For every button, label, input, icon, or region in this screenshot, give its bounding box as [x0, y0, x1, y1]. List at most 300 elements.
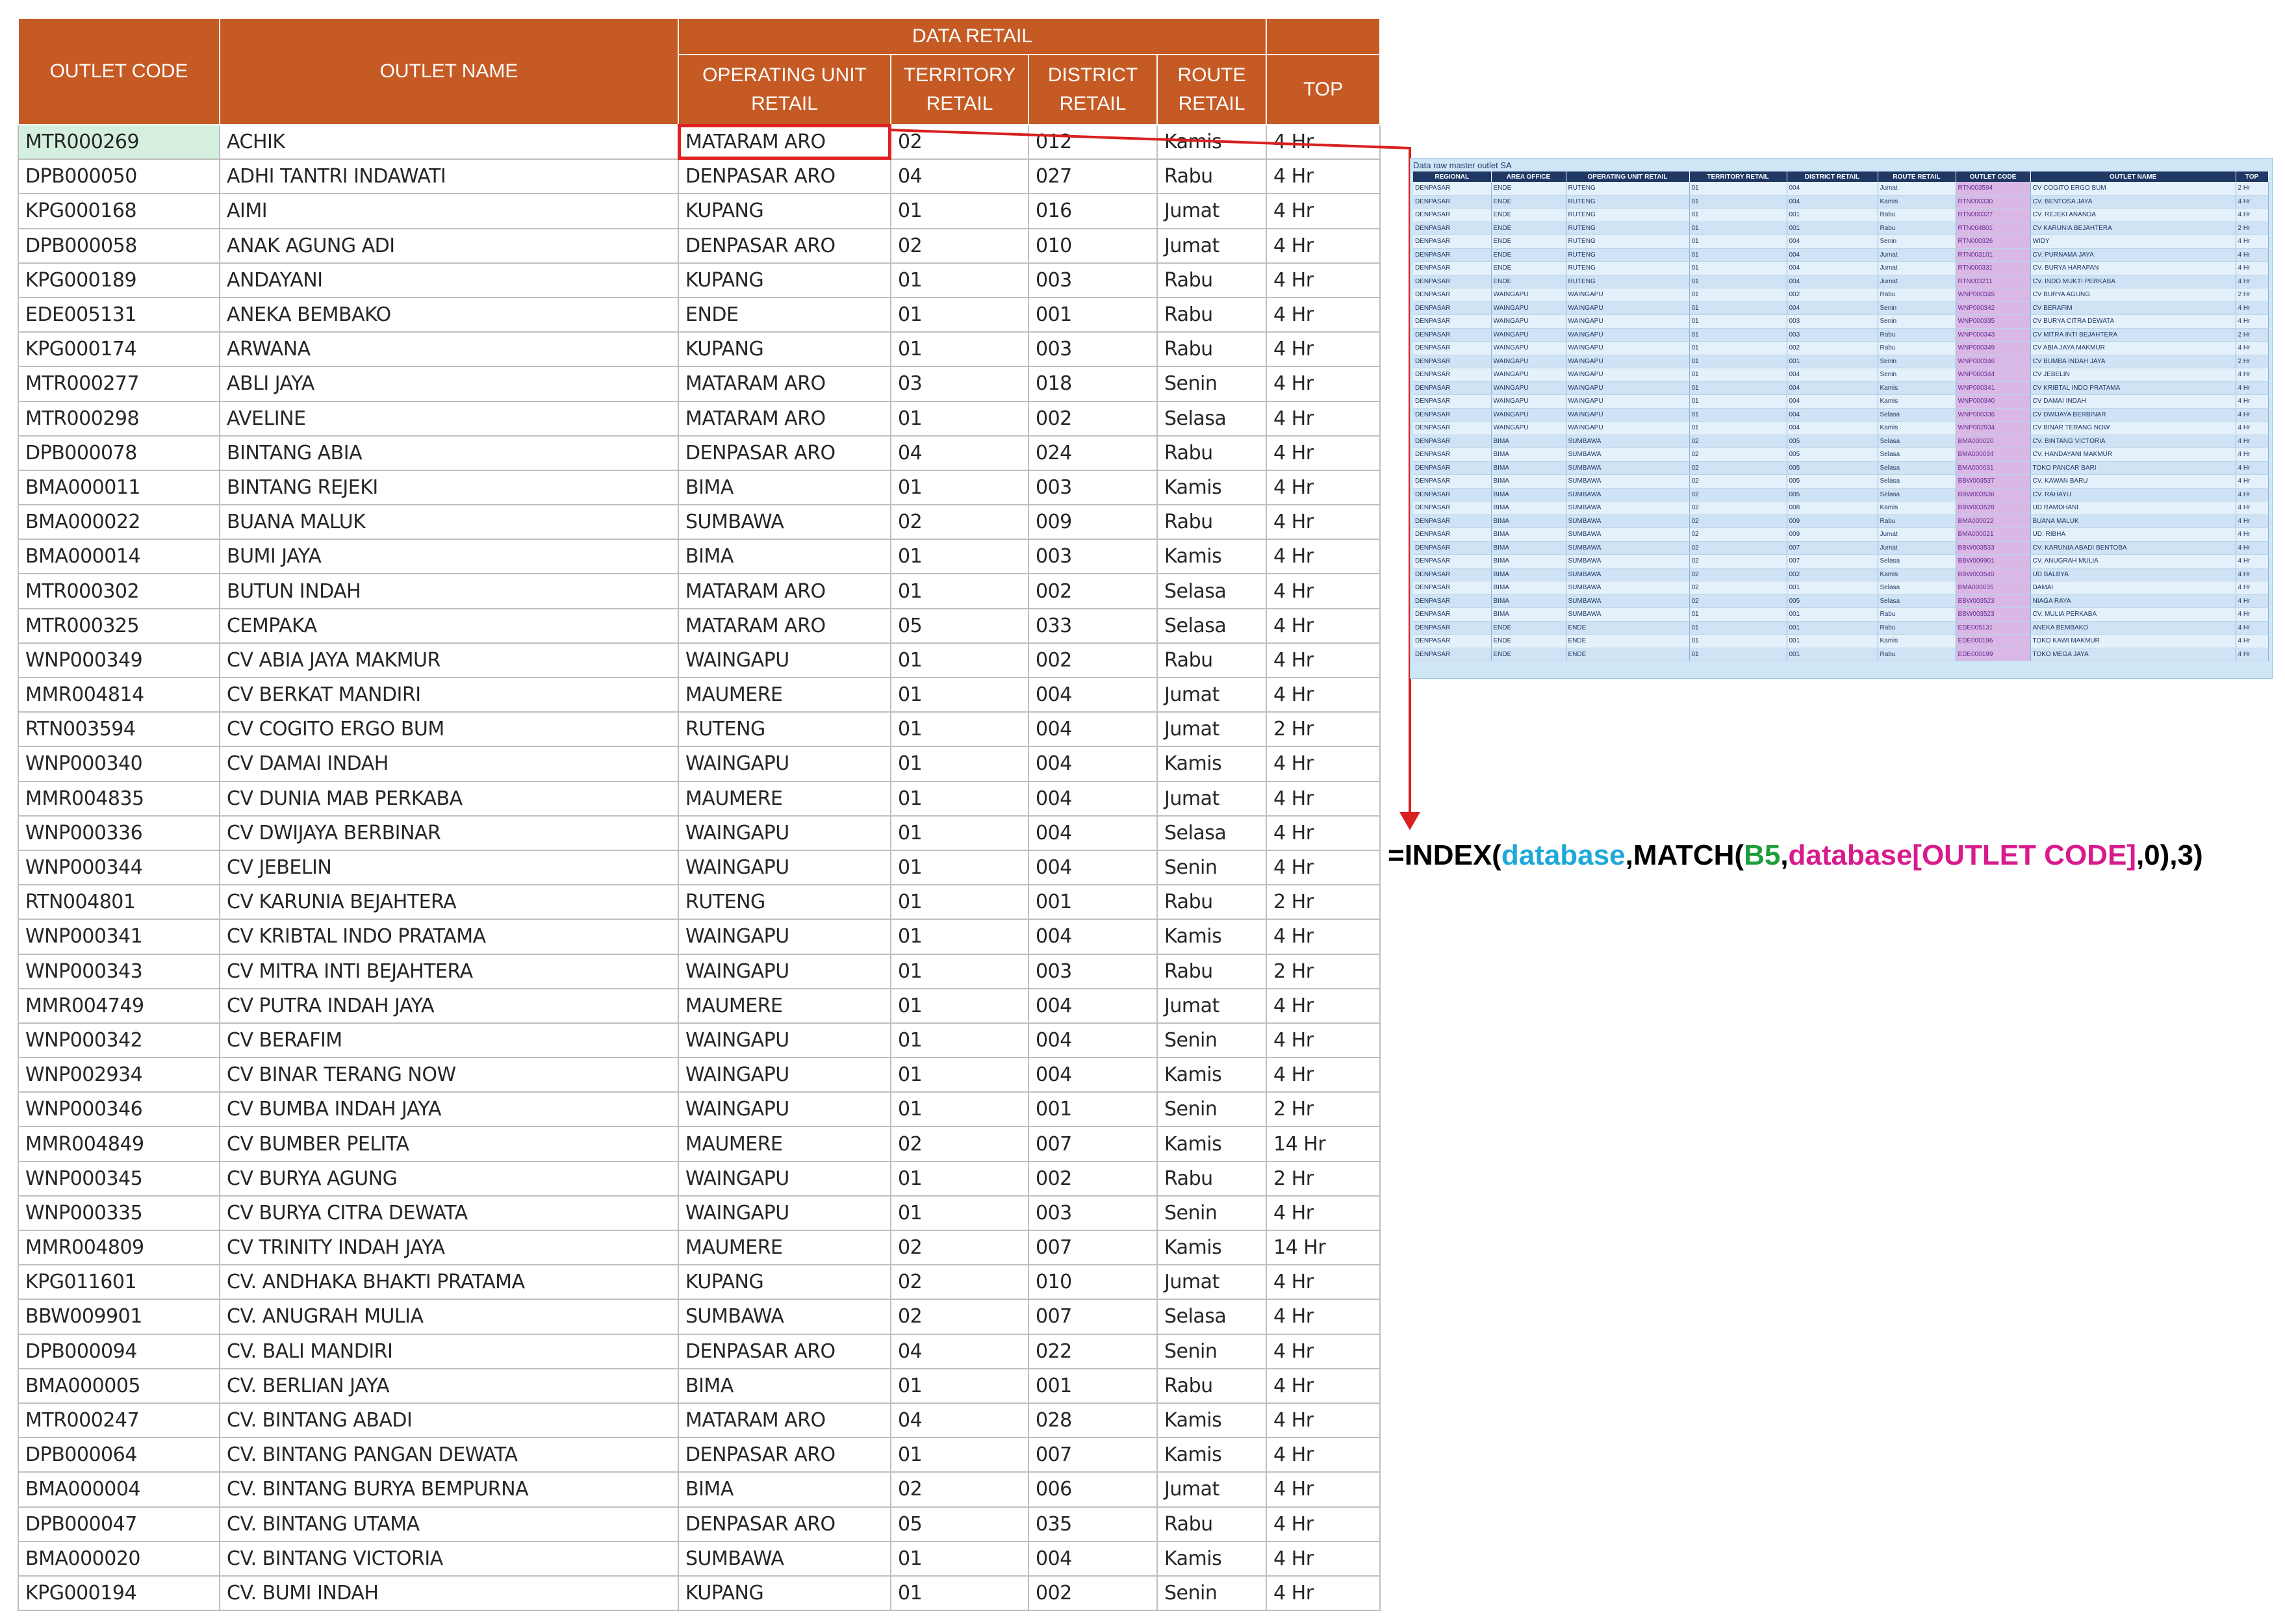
- cell-top[interactable]: 4 Hr: [1266, 1576, 1380, 1610]
- cell-top[interactable]: 14 Hr: [1266, 1230, 1380, 1265]
- cell-outlet-code[interactable]: KPG000194: [18, 1576, 220, 1610]
- header-outlet-code[interactable]: OUTLET CODE: [18, 18, 220, 125]
- database-cell[interactable]: DENPASAR: [1413, 248, 1491, 262]
- cell-outlet-code[interactable]: DPB000078: [18, 436, 220, 470]
- database-cell[interactable]: ENDE: [1566, 621, 1689, 635]
- database-cell[interactable]: BIMA: [1491, 541, 1566, 555]
- database-cell[interactable]: SUMBAWA: [1566, 501, 1689, 515]
- database-cell[interactable]: DENPASAR: [1413, 262, 1491, 275]
- cell-district[interactable]: 004: [1028, 1542, 1157, 1576]
- database-cell[interactable]: 4 Hr: [2236, 248, 2268, 262]
- cell-territory[interactable]: 04: [891, 1403, 1028, 1438]
- database-cell[interactable]: Kamis: [1878, 568, 1956, 581]
- cell-territory[interactable]: 01: [891, 1196, 1028, 1230]
- cell-outlet-name[interactable]: ANDAYANI: [220, 263, 678, 298]
- database-cell[interactable]: DENPASAR: [1413, 408, 1491, 422]
- database-cell[interactable]: WIDY: [2030, 235, 2236, 249]
- database-cell[interactable]: BMA000034: [1956, 448, 2030, 462]
- cell-outlet-name[interactable]: CV. BINTANG ABADI: [220, 1403, 678, 1438]
- cell-operating-unit[interactable]: WAINGAPU: [678, 1023, 891, 1058]
- database-cell[interactable]: 001: [1787, 222, 1878, 235]
- database-cell[interactable]: 02: [1689, 568, 1787, 581]
- cell-route[interactable]: Rabu: [1157, 436, 1266, 470]
- cell-outlet-code[interactable]: MTR000277: [18, 366, 220, 401]
- database-cell[interactable]: RTN000331: [1956, 262, 2030, 275]
- cell-outlet-code[interactable]: MTR000325: [18, 609, 220, 643]
- cell-district[interactable]: 007: [1028, 1438, 1157, 1472]
- database-cell[interactable]: 02: [1689, 541, 1787, 555]
- cell-outlet-name[interactable]: CV. ANUGRAH MULIA: [220, 1299, 678, 1334]
- cell-outlet-name[interactable]: CV KARUNIA BEJAHTERA: [220, 885, 678, 919]
- database-cell[interactable]: 4 Hr: [2236, 395, 2268, 409]
- database-cell[interactable]: SUMBAWA: [1566, 461, 1689, 475]
- database-cell[interactable]: Selasa: [1878, 555, 1956, 568]
- database-cell[interactable]: 004: [1787, 262, 1878, 275]
- database-cell[interactable]: ENDE: [1491, 195, 1566, 209]
- database-cell[interactable]: Kamis: [1878, 395, 1956, 409]
- database-header-cell[interactable]: ROUTE RETAIL: [1878, 171, 1956, 182]
- cell-operating-unit[interactable]: WAINGAPU: [678, 850, 891, 885]
- database-cell[interactable]: ENDE: [1566, 648, 1689, 661]
- cell-operating-unit[interactable]: KUPANG: [678, 1576, 891, 1610]
- database-cell[interactable]: DENPASAR: [1413, 648, 1491, 661]
- cell-territory[interactable]: 01: [891, 919, 1028, 954]
- cell-territory[interactable]: 01: [891, 746, 1028, 781]
- database-cell[interactable]: 002: [1787, 568, 1878, 581]
- header-outlet-name[interactable]: OUTLET NAME: [220, 18, 678, 125]
- database-cell[interactable]: DENPASAR: [1413, 435, 1491, 448]
- cell-district[interactable]: 018: [1028, 366, 1157, 401]
- cell-route[interactable]: Kamis: [1157, 470, 1266, 505]
- cell-outlet-code[interactable]: RTN004801: [18, 885, 220, 919]
- cell-outlet-code[interactable]: WNP000336: [18, 816, 220, 850]
- database-cell[interactable]: DENPASAR: [1413, 488, 1491, 501]
- database-cell[interactable]: SUMBAWA: [1566, 448, 1689, 462]
- database-cell[interactable]: 01: [1689, 395, 1787, 409]
- database-cell[interactable]: DAMAI: [2030, 581, 2236, 595]
- cell-outlet-name[interactable]: CV ABIA JAYA MAKMUR: [220, 643, 678, 678]
- database-cell[interactable]: WAINGAPU: [1566, 301, 1689, 315]
- database-cell[interactable]: CV JEBELIN: [2030, 368, 2236, 382]
- cell-top[interactable]: 4 Hr: [1266, 436, 1380, 470]
- database-cell[interactable]: DENPASAR: [1413, 475, 1491, 488]
- database-cell[interactable]: RTN004801: [1956, 222, 2030, 235]
- cell-route[interactable]: Senin: [1157, 366, 1266, 401]
- cell-route[interactable]: Selasa: [1157, 401, 1266, 436]
- cell-route[interactable]: Selasa: [1157, 1299, 1266, 1334]
- database-cell[interactable]: Kamis: [1878, 195, 1956, 209]
- database-cell[interactable]: 01: [1689, 342, 1787, 355]
- database-cell[interactable]: 4 Hr: [2236, 195, 2268, 209]
- database-cell[interactable]: 01: [1689, 195, 1787, 209]
- cell-route[interactable]: Rabu: [1157, 263, 1266, 298]
- cell-top[interactable]: 4 Hr: [1266, 919, 1380, 954]
- database-cell[interactable]: 4 Hr: [2236, 514, 2268, 528]
- database-cell[interactable]: CV KARUNIA BEJAHTERA: [2030, 222, 2236, 235]
- database-cell[interactable]: Selasa: [1878, 448, 1956, 462]
- database-cell[interactable]: ENDE: [1491, 248, 1566, 262]
- database-cell[interactable]: 2 Hr: [2236, 182, 2268, 195]
- cell-district[interactable]: 004: [1028, 816, 1157, 850]
- database-cell[interactable]: 4 Hr: [2236, 301, 2268, 315]
- cell-outlet-code[interactable]: DPB000094: [18, 1334, 220, 1369]
- cell-district[interactable]: 004: [1028, 712, 1157, 746]
- database-header-cell[interactable]: OUTLET NAME: [2030, 171, 2236, 182]
- cell-operating-unit[interactable]: DENPASAR ARO: [678, 1507, 891, 1542]
- database-cell[interactable]: DENPASAR: [1413, 594, 1491, 608]
- cell-route[interactable]: Jumat: [1157, 229, 1266, 263]
- cell-outlet-code[interactable]: WNP000335: [18, 1196, 220, 1230]
- cell-top[interactable]: 4 Hr: [1266, 678, 1380, 712]
- database-cell[interactable]: BBW003540: [1956, 568, 2030, 581]
- cell-district[interactable]: 002: [1028, 1576, 1157, 1610]
- cell-route[interactable]: Rabu: [1157, 159, 1266, 194]
- cell-outlet-code[interactable]: WNP000341: [18, 919, 220, 954]
- cell-outlet-name[interactable]: CV COGITO ERGO BUM: [220, 712, 678, 746]
- cell-operating-unit[interactable]: KUPANG: [678, 1265, 891, 1299]
- cell-outlet-name[interactable]: CV BERAFIM: [220, 1023, 678, 1058]
- cell-outlet-code[interactable]: BMA000020: [18, 1542, 220, 1576]
- database-cell[interactable]: SUMBAWA: [1566, 514, 1689, 528]
- database-cell[interactable]: BUANA MALUK: [2030, 514, 2236, 528]
- cell-district[interactable]: 003: [1028, 1196, 1157, 1230]
- database-cell[interactable]: 01: [1689, 275, 1787, 288]
- database-cell[interactable]: DENPASAR: [1413, 328, 1491, 342]
- cell-operating-unit[interactable]: BIMA: [678, 470, 891, 505]
- database-cell[interactable]: SUMBAWA: [1566, 435, 1689, 448]
- cell-route[interactable]: Kamis: [1157, 1438, 1266, 1472]
- cell-route[interactable]: Rabu: [1157, 1161, 1266, 1196]
- cell-territory[interactable]: 01: [891, 1023, 1028, 1058]
- database-cell[interactable]: 4 Hr: [2236, 448, 2268, 462]
- cell-operating-unit[interactable]: DENPASAR ARO: [678, 159, 891, 194]
- database-cell[interactable]: DENPASAR: [1413, 528, 1491, 542]
- database-cell[interactable]: 004: [1787, 408, 1878, 422]
- cell-outlet-code[interactable]: WNP000343: [18, 954, 220, 989]
- cell-outlet-name[interactable]: CV BUMBA INDAH JAYA: [220, 1092, 678, 1126]
- database-cell[interactable]: BBW009901: [1956, 555, 2030, 568]
- database-cell[interactable]: DENPASAR: [1413, 368, 1491, 382]
- database-cell[interactable]: WAINGAPU: [1566, 408, 1689, 422]
- database-cell[interactable]: 001: [1787, 648, 1878, 661]
- database-cell[interactable]: 02: [1689, 461, 1787, 475]
- cell-outlet-name[interactable]: BUTUN INDAH: [220, 574, 678, 608]
- database-cell[interactable]: 005: [1787, 461, 1878, 475]
- cell-route[interactable]: Senin: [1157, 850, 1266, 885]
- cell-district[interactable]: 002: [1028, 643, 1157, 678]
- cell-top[interactable]: 4 Hr: [1266, 125, 1380, 159]
- database-cell[interactable]: WAINGAPU: [1566, 342, 1689, 355]
- cell-operating-unit[interactable]: MATARAM ARO: [678, 125, 891, 159]
- database-cell[interactable]: BIMA: [1491, 555, 1566, 568]
- database-cell[interactable]: Kamis: [1878, 422, 1956, 435]
- cell-outlet-code[interactable]: DPB000064: [18, 1438, 220, 1472]
- cell-district[interactable]: 002: [1028, 401, 1157, 436]
- database-cell[interactable]: 4 Hr: [2236, 408, 2268, 422]
- database-header-cell[interactable]: OPERATING UNIT RETAIL: [1566, 171, 1689, 182]
- cell-outlet-name[interactable]: CV. BALI MANDIRI: [220, 1334, 678, 1369]
- cell-outlet-code[interactable]: WNP000349: [18, 643, 220, 678]
- cell-district[interactable]: 028: [1028, 1403, 1157, 1438]
- database-cell[interactable]: DENPASAR: [1413, 288, 1491, 302]
- database-cell[interactable]: DENPASAR: [1413, 621, 1491, 635]
- cell-route[interactable]: Rabu: [1157, 885, 1266, 919]
- cell-territory[interactable]: 01: [891, 781, 1028, 816]
- cell-route[interactable]: Kamis: [1157, 1403, 1266, 1438]
- database-cell[interactable]: 001: [1787, 355, 1878, 368]
- cell-district[interactable]: 010: [1028, 229, 1157, 263]
- cell-route[interactable]: Jumat: [1157, 194, 1266, 228]
- database-cell[interactable]: NIAGA RAYA: [2030, 594, 2236, 608]
- cell-district[interactable]: 004: [1028, 781, 1157, 816]
- cell-top[interactable]: 4 Hr: [1266, 505, 1380, 539]
- cell-operating-unit[interactable]: WAINGAPU: [678, 746, 891, 781]
- database-cell[interactable]: BMA000021: [1956, 528, 2030, 542]
- database-cell[interactable]: CV. KARUNIA ABADI BENTOBA: [2030, 541, 2236, 555]
- cell-outlet-name[interactable]: ABLI JAYA: [220, 366, 678, 401]
- database-cell[interactable]: DENPASAR: [1413, 501, 1491, 515]
- database-cell[interactable]: 02: [1689, 514, 1787, 528]
- database-cell[interactable]: Jumat: [1878, 262, 1956, 275]
- cell-district[interactable]: 003: [1028, 470, 1157, 505]
- database-cell[interactable]: WAINGAPU: [1566, 368, 1689, 382]
- cell-operating-unit[interactable]: MATARAM ARO: [678, 609, 891, 643]
- cell-outlet-code[interactable]: MMR004809: [18, 1230, 220, 1265]
- cell-district[interactable]: 003: [1028, 332, 1157, 366]
- cell-outlet-code[interactable]: MTR000298: [18, 401, 220, 436]
- cell-top[interactable]: 4 Hr: [1266, 781, 1380, 816]
- database-cell[interactable]: BBW003536: [1956, 488, 2030, 501]
- database-cell[interactable]: WAINGAPU: [1491, 355, 1566, 368]
- database-cell[interactable]: BIMA: [1491, 461, 1566, 475]
- cell-route[interactable]: Kamis: [1157, 919, 1266, 954]
- cell-outlet-code[interactable]: WNP000346: [18, 1092, 220, 1126]
- database-cell[interactable]: CV DAMAI INDAH: [2030, 395, 2236, 409]
- cell-district[interactable]: 004: [1028, 1023, 1157, 1058]
- cell-operating-unit[interactable]: RUTENG: [678, 885, 891, 919]
- database-cell[interactable]: CV ABIA JAYA MAKMUR: [2030, 342, 2236, 355]
- cell-district[interactable]: 004: [1028, 989, 1157, 1023]
- database-cell[interactable]: Rabu: [1878, 209, 1956, 222]
- cell-top[interactable]: 4 Hr: [1266, 816, 1380, 850]
- database-cell[interactable]: BIMA: [1491, 581, 1566, 595]
- database-cell[interactable]: 4 Hr: [2236, 488, 2268, 501]
- cell-operating-unit[interactable]: BIMA: [678, 539, 891, 574]
- database-cell[interactable]: DENPASAR: [1413, 541, 1491, 555]
- database-cell[interactable]: 007: [1787, 541, 1878, 555]
- cell-operating-unit[interactable]: RUTENG: [678, 712, 891, 746]
- database-cell[interactable]: BIMA: [1491, 435, 1566, 448]
- database-cell[interactable]: WNP000341: [1956, 381, 2030, 395]
- database-cell[interactable]: 01: [1689, 422, 1787, 435]
- database-cell[interactable]: Selasa: [1878, 488, 1956, 501]
- database-cell[interactable]: 2 Hr: [2236, 328, 2268, 342]
- database-cell[interactable]: DENPASAR: [1413, 448, 1491, 462]
- cell-operating-unit[interactable]: BIMA: [678, 1472, 891, 1506]
- cell-district[interactable]: 035: [1028, 1507, 1157, 1542]
- cell-route[interactable]: Rabu: [1157, 954, 1266, 989]
- database-cell[interactable]: DENPASAR: [1413, 555, 1491, 568]
- database-cell[interactable]: CV BERAFIM: [2030, 301, 2236, 315]
- cell-route[interactable]: Rabu: [1157, 298, 1266, 332]
- database-cell[interactable]: CV DWIJAYA BERBINAR: [2030, 408, 2236, 422]
- database-cell[interactable]: Senin: [1878, 301, 1956, 315]
- cell-outlet-name[interactable]: CV BINAR TERANG NOW: [220, 1058, 678, 1092]
- database-cell[interactable]: 002: [1787, 288, 1878, 302]
- database-cell[interactable]: Rabu: [1878, 514, 1956, 528]
- database-cell[interactable]: BIMA: [1491, 568, 1566, 581]
- cell-territory[interactable]: 02: [891, 1126, 1028, 1161]
- cell-route[interactable]: Senin: [1157, 1576, 1266, 1610]
- database-header-cell[interactable]: DISTRICT RETAIL: [1787, 171, 1878, 182]
- cell-territory[interactable]: 01: [891, 850, 1028, 885]
- cell-district[interactable]: 001: [1028, 1369, 1157, 1403]
- cell-top[interactable]: 4 Hr: [1266, 574, 1380, 608]
- cell-route[interactable]: Rabu: [1157, 505, 1266, 539]
- cell-outlet-code[interactable]: KPG011601: [18, 1265, 220, 1299]
- database-cell[interactable]: ANEKA BEMBAKO: [2030, 621, 2236, 635]
- header-data-retail-group[interactable]: DATA RETAIL: [678, 18, 1266, 55]
- cell-district[interactable]: 033: [1028, 609, 1157, 643]
- cell-outlet-code[interactable]: EDE005131: [18, 298, 220, 332]
- database-cell[interactable]: WAINGAPU: [1491, 381, 1566, 395]
- database-cell[interactable]: TOKO MEGA JAYA: [2030, 648, 2236, 661]
- cell-route[interactable]: Jumat: [1157, 1265, 1266, 1299]
- database-cell[interactable]: BIMA: [1491, 514, 1566, 528]
- database-cell[interactable]: 4 Hr: [2236, 262, 2268, 275]
- database-cell[interactable]: CV BURYA CITRA DEWATA: [2030, 315, 2236, 329]
- cell-district[interactable]: 004: [1028, 919, 1157, 954]
- cell-outlet-code[interactable]: BMA000004: [18, 1472, 220, 1506]
- database-cell[interactable]: DENPASAR: [1413, 315, 1491, 329]
- database-cell[interactable]: RTN003594: [1956, 182, 2030, 195]
- database-cell[interactable]: Jumat: [1878, 248, 1956, 262]
- database-cell[interactable]: 005: [1787, 435, 1878, 448]
- cell-top[interactable]: 4 Hr: [1266, 539, 1380, 574]
- database-cell[interactable]: DENPASAR: [1413, 195, 1491, 209]
- cell-operating-unit[interactable]: MAUMERE: [678, 1126, 891, 1161]
- cell-outlet-code[interactable]: WNP000344: [18, 850, 220, 885]
- database-cell[interactable]: DENPASAR: [1413, 461, 1491, 475]
- database-cell[interactable]: 001: [1787, 209, 1878, 222]
- cell-territory[interactable]: 02: [891, 1472, 1028, 1506]
- database-cell[interactable]: 004: [1787, 395, 1878, 409]
- cell-operating-unit[interactable]: DENPASAR ARO: [678, 229, 891, 263]
- cell-district[interactable]: 004: [1028, 678, 1157, 712]
- database-cell[interactable]: TOKO PANCAR BARI: [2030, 461, 2236, 475]
- database-cell[interactable]: 01: [1689, 328, 1787, 342]
- header-top[interactable]: TOP: [1266, 55, 1380, 125]
- cell-route[interactable]: Senin: [1157, 1023, 1266, 1058]
- database-cell[interactable]: 01: [1689, 608, 1787, 622]
- database-cell[interactable]: CV BUMBA INDAH JAYA: [2030, 355, 2236, 368]
- cell-outlet-code[interactable]: BMA000011: [18, 470, 220, 505]
- database-cell[interactable]: Selasa: [1878, 475, 1956, 488]
- database-cell[interactable]: 4 Hr: [2236, 555, 2268, 568]
- cell-top[interactable]: 4 Hr: [1266, 401, 1380, 436]
- cell-territory[interactable]: 01: [891, 643, 1028, 678]
- database-cell[interactable]: WAINGAPU: [1491, 288, 1566, 302]
- database-cell[interactable]: 001: [1787, 608, 1878, 622]
- cell-outlet-name[interactable]: CV KRIBTAL INDO PRATAMA: [220, 919, 678, 954]
- cell-territory[interactable]: 02: [891, 505, 1028, 539]
- cell-district[interactable]: 004: [1028, 1058, 1157, 1092]
- cell-operating-unit[interactable]: MATARAM ARO: [678, 1403, 891, 1438]
- cell-operating-unit[interactable]: MATARAM ARO: [678, 401, 891, 436]
- database-cell[interactable]: BBW003533: [1956, 541, 2030, 555]
- cell-route[interactable]: Selasa: [1157, 816, 1266, 850]
- cell-top[interactable]: 4 Hr: [1266, 159, 1380, 194]
- database-cell[interactable]: Selasa: [1878, 408, 1956, 422]
- database-cell[interactable]: BBW003523: [1956, 594, 2030, 608]
- cell-top[interactable]: 4 Hr: [1266, 263, 1380, 298]
- cell-operating-unit[interactable]: KUPANG: [678, 263, 891, 298]
- database-cell[interactable]: EDE000196: [1956, 635, 2030, 648]
- cell-operating-unit[interactable]: MAUMERE: [678, 781, 891, 816]
- database-cell[interactable]: CV. RAHAYU: [2030, 488, 2236, 501]
- database-cell[interactable]: Kamis: [1878, 381, 1956, 395]
- cell-territory[interactable]: 01: [891, 1058, 1028, 1092]
- cell-top[interactable]: 4 Hr: [1266, 643, 1380, 678]
- cell-outlet-name[interactable]: CV TRINITY INDAH JAYA: [220, 1230, 678, 1265]
- database-cell[interactable]: DENPASAR: [1413, 355, 1491, 368]
- database-cell[interactable]: DENPASAR: [1413, 222, 1491, 235]
- database-cell[interactable]: UD RAMDHANI: [2030, 501, 2236, 515]
- database-cell[interactable]: DENPASAR: [1413, 235, 1491, 249]
- database-cell[interactable]: 008: [1787, 501, 1878, 515]
- cell-top[interactable]: 4 Hr: [1266, 1265, 1380, 1299]
- cell-outlet-code[interactable]: MMR004835: [18, 781, 220, 816]
- database-cell[interactable]: DENPASAR: [1413, 395, 1491, 409]
- database-cell[interactable]: 4 Hr: [2236, 381, 2268, 395]
- database-cell[interactable]: 4 Hr: [2236, 461, 2268, 475]
- database-cell[interactable]: BIMA: [1491, 608, 1566, 622]
- database-cell[interactable]: WAINGAPU: [1566, 288, 1689, 302]
- cell-outlet-name[interactable]: CV BURYA CITRA DEWATA: [220, 1196, 678, 1230]
- database-cell[interactable]: 01: [1689, 621, 1787, 635]
- cell-outlet-name[interactable]: CV BERKAT MANDIRI: [220, 678, 678, 712]
- database-cell[interactable]: BMA000035: [1956, 581, 2030, 595]
- cell-operating-unit[interactable]: WAINGAPU: [678, 1058, 891, 1092]
- cell-outlet-code[interactable]: WNP000345: [18, 1161, 220, 1196]
- database-cell[interactable]: Jumat: [1878, 182, 1956, 195]
- database-cell[interactable]: DENPASAR: [1413, 581, 1491, 595]
- database-cell[interactable]: 01: [1689, 355, 1787, 368]
- cell-route[interactable]: Jumat: [1157, 989, 1266, 1023]
- cell-route[interactable]: Kamis: [1157, 539, 1266, 574]
- cell-top[interactable]: 4 Hr: [1266, 1438, 1380, 1472]
- cell-outlet-name[interactable]: CV. BINTANG UTAMA: [220, 1507, 678, 1542]
- cell-territory[interactable]: 01: [891, 1161, 1028, 1196]
- database-cell[interactable]: 004: [1787, 195, 1878, 209]
- cell-territory[interactable]: 04: [891, 159, 1028, 194]
- database-cell[interactable]: SUMBAWA: [1566, 555, 1689, 568]
- database-cell[interactable]: RUTENG: [1566, 235, 1689, 249]
- database-cell[interactable]: DENPASAR: [1413, 301, 1491, 315]
- cell-territory[interactable]: 05: [891, 1507, 1028, 1542]
- database-cell[interactable]: DENPASAR: [1413, 182, 1491, 195]
- database-cell[interactable]: 004: [1787, 235, 1878, 249]
- database-cell[interactable]: BIMA: [1491, 528, 1566, 542]
- database-cell[interactable]: 4 Hr: [2236, 342, 2268, 355]
- cell-outlet-name[interactable]: ANAK AGUNG ADI: [220, 229, 678, 263]
- database-cell[interactable]: 4 Hr: [2236, 648, 2268, 661]
- database-cell[interactable]: BIMA: [1491, 475, 1566, 488]
- database-cell[interactable]: 2 Hr: [2236, 288, 2268, 302]
- database-cell[interactable]: SUMBAWA: [1566, 608, 1689, 622]
- cell-district[interactable]: 003: [1028, 539, 1157, 574]
- database-cell[interactable]: DENPASAR: [1413, 422, 1491, 435]
